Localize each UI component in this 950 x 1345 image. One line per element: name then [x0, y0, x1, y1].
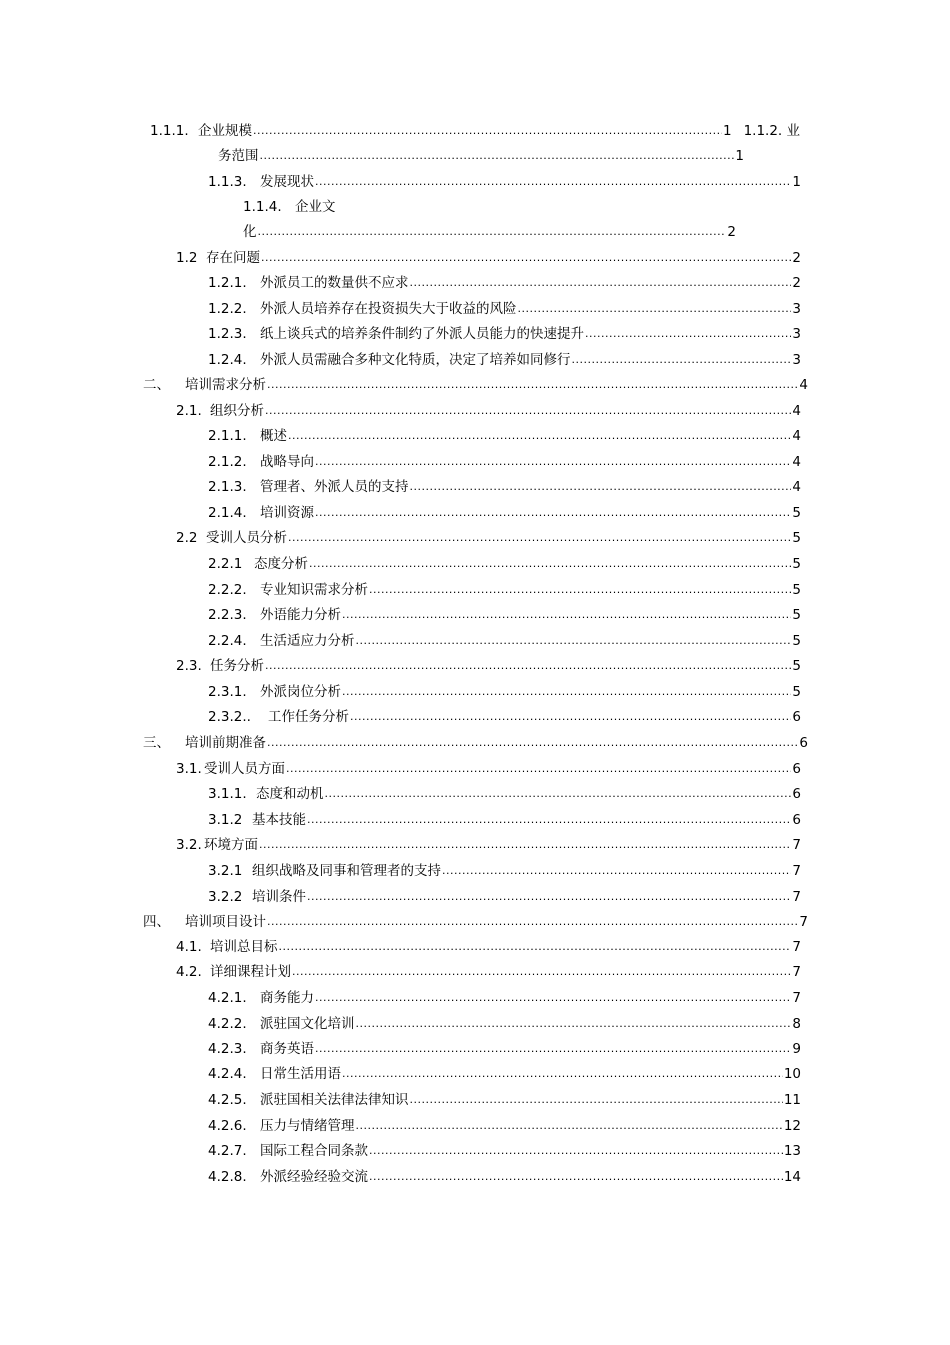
toc-entry[interactable] — [208, 631, 801, 651]
toc-entry-title: 纸上谈兵式的培养条件制约了外派人员能力的快速提升 — [260, 326, 584, 342]
toc-entry-title: 国际工程合同条款 — [260, 1143, 368, 1159]
toc-entry-number: 三、 — [143, 735, 170, 751]
toc-entry-page: 7 — [792, 889, 801, 905]
toc-entry-number: 4.2. — [176, 964, 202, 980]
toc-entry-title: 详细课程计划 — [210, 964, 291, 980]
toc-entry-page: 7 — [792, 964, 801, 980]
dot-leader — [315, 1039, 791, 1059]
toc-entry-number: 4.2.7. — [208, 1143, 247, 1159]
toc-entry-number: 2.2.3. — [208, 607, 247, 623]
toc-entry-page: 3 — [792, 352, 801, 368]
toc-entry-title: 培训资源 — [260, 505, 314, 521]
toc-entry[interactable] — [176, 248, 801, 268]
toc-entry-page: 4 — [799, 377, 808, 393]
dot-leader — [267, 375, 798, 395]
toc-entry-page: 2 — [727, 224, 736, 240]
toc-entry[interactable] — [208, 1116, 801, 1136]
toc-entry[interactable] — [143, 733, 808, 753]
toc-entry[interactable] — [208, 324, 801, 344]
dot-leader — [309, 554, 791, 574]
toc-entry-title: 压力与情绪管理 — [260, 1118, 355, 1134]
toc-entry[interactable] — [218, 146, 744, 166]
toc-entry[interactable] — [176, 759, 801, 779]
toc-entry-page: 6 — [792, 709, 801, 725]
toc-entry[interactable] — [208, 1090, 801, 1110]
toc-entry-page: 4 — [792, 479, 801, 495]
toc-entry-title: 培训项目设计 — [185, 914, 266, 930]
dot-leader — [350, 707, 791, 727]
toc-entry-title: 外派岗位分析 — [260, 684, 341, 700]
toc-entry-number: 4.2.3. — [208, 1041, 247, 1057]
dot-leader — [342, 605, 791, 625]
toc-entry[interactable] — [208, 1064, 801, 1084]
toc-entry[interactable] — [243, 222, 736, 242]
toc-entry[interactable] — [176, 401, 801, 421]
toc-entry-number: 1.1.3. — [208, 174, 247, 190]
toc-entry-title: 态度分析 — [254, 556, 308, 572]
toc-entry-page: 1 — [735, 148, 744, 164]
dot-leader — [279, 937, 792, 957]
toc-entry[interactable] — [143, 375, 808, 395]
toc-entry-number: 2.3.2.. — [208, 709, 251, 725]
toc-entry-number: 4.1. — [176, 939, 202, 955]
toc-entry-title: 培训前期准备 — [185, 735, 266, 751]
toc-entry-page: 5 — [792, 505, 801, 521]
toc-entry-title: 组织分析 — [210, 403, 264, 419]
toc-entry[interactable] — [208, 707, 801, 727]
toc-entry-title: 务范围 — [218, 148, 259, 164]
toc-entry[interactable] — [208, 784, 801, 804]
toc-entry-page: 8 — [792, 1016, 801, 1032]
toc-entry-title: 组织战略及同事和管理者的支持 — [252, 863, 441, 879]
toc-entry[interactable] — [208, 1167, 801, 1187]
toc-entry-number: 四、 — [143, 914, 170, 930]
toc-entry-number: 1.1.4. — [243, 199, 282, 215]
toc-entry-number: 1.1.1. — [150, 123, 189, 139]
toc-entry-title: 企业文 — [295, 199, 336, 215]
toc-entry-number: 3.2. — [176, 837, 202, 853]
dot-leader — [307, 887, 791, 907]
toc-entry-page: 2 — [792, 275, 801, 291]
toc-entry-page: 3 — [792, 301, 801, 317]
toc-entry-number: 2.1.2. — [208, 454, 247, 470]
dot-leader — [259, 835, 791, 855]
toc-entry-title: 外派经验经验交流 — [260, 1169, 368, 1185]
toc-entry-page: 9 — [792, 1041, 801, 1057]
toc-entry-number: 2.2.2. — [208, 582, 247, 598]
toc-entry-title: 发展现状 — [260, 174, 314, 190]
toc-entry-title: 专业知识需求分析 — [260, 582, 368, 598]
toc-entry-number: 1.2.4. — [208, 352, 247, 368]
toc-entry-page: 7 — [792, 990, 801, 1006]
toc-entry-title: 概述 — [260, 428, 287, 444]
toc-entry[interactable] — [208, 554, 801, 574]
toc-entry[interactable] — [208, 299, 801, 319]
toc-entry-title: 外派员工的数量供不应求 — [260, 275, 409, 291]
toc-entry[interactable] — [208, 503, 801, 523]
dot-leader — [410, 477, 792, 497]
dot-leader — [572, 350, 792, 370]
toc-entry-title: 态度和动机 — [256, 786, 324, 802]
dot-leader — [442, 861, 791, 881]
toc-entry-number: 4.2.1. — [208, 990, 247, 1006]
toc-entry[interactable] — [208, 682, 801, 702]
toc-entry-number: 2.2.1 — [208, 556, 243, 572]
dot-leader — [261, 248, 791, 268]
toc-entry-title: 派驻国文化培训 — [260, 1016, 355, 1032]
toc-entry-title: 任务分析 — [210, 658, 264, 674]
toc-entry[interactable] — [208, 426, 801, 446]
toc-entry-number: 2.3.1. — [208, 684, 247, 700]
toc-entry-page: 5 — [792, 658, 801, 674]
dot-leader — [369, 580, 791, 600]
toc-entry-number: 1.2.3. — [208, 326, 247, 342]
toc-entry-number: 2.1. — [176, 403, 202, 419]
toc-entry-page: 6 — [799, 735, 808, 751]
toc-entry-number: 3.1. — [176, 761, 202, 777]
toc-entry[interactable] — [176, 835, 801, 855]
toc-entry-title: 管理者、外派人员的支持 — [260, 479, 409, 495]
toc-entry[interactable] — [143, 912, 808, 932]
dot-leader — [356, 1014, 792, 1034]
dot-leader — [356, 1116, 783, 1136]
dot-leader — [265, 656, 791, 676]
toc-entry[interactable] — [208, 1141, 801, 1161]
toc-entry-number: 2.1.4. — [208, 505, 247, 521]
dot-leader — [369, 1141, 783, 1161]
dot-leader — [369, 1167, 783, 1187]
dot-leader — [410, 273, 792, 293]
toc-entry-title: 培训条件 — [252, 889, 306, 905]
dot-leader — [292, 962, 791, 982]
toc-entry-title: 基本技能 — [252, 812, 306, 828]
toc-entry[interactable] — [208, 887, 801, 907]
dot-leader — [260, 146, 735, 166]
toc-entry[interactable] — [176, 962, 801, 982]
toc-entry-title: 受训人员方面 — [204, 761, 285, 777]
toc-entry-number: 4.2.6. — [208, 1118, 247, 1134]
dot-leader — [315, 172, 791, 192]
toc-entry-page: 5 — [792, 633, 801, 649]
toc-entry-page: 1 — [792, 174, 801, 190]
toc-entry[interactable] — [208, 477, 801, 497]
dot-leader — [267, 733, 798, 753]
toc-entry-page: 5 — [792, 582, 801, 598]
toc-entry-number: 2.3. — [176, 658, 202, 674]
toc-entry-page: 7 — [799, 914, 808, 930]
toc-entry-number: 1.2 — [176, 250, 198, 266]
dot-leader — [315, 503, 791, 523]
toc-entry-page: 13 — [783, 1143, 801, 1159]
dot-leader — [315, 988, 791, 1008]
toc-entry[interactable] — [176, 528, 801, 548]
dot-leader — [267, 912, 798, 932]
dot-leader — [258, 222, 727, 242]
toc-entry-page: 7 — [792, 863, 801, 879]
toc-entry-title: 企业规模 — [198, 123, 252, 139]
toc-entry-number: 2.2 — [176, 530, 198, 546]
dot-leader — [518, 299, 792, 319]
toc-entry-number: 3.2.1 — [208, 863, 243, 879]
toc-entry-page: 11 — [783, 1092, 801, 1108]
dot-leader — [356, 631, 792, 651]
toc-entry-page: 4 — [792, 403, 801, 419]
toc-entry-title: 外派人员需融合多种文化特质，决定了培养如同修行 — [260, 352, 571, 368]
toc-entry-page: 3 — [792, 326, 801, 342]
toc-entry-number: 4.2.5. — [208, 1092, 247, 1108]
toc-entry[interactable] — [208, 1014, 801, 1034]
toc-entry-page: 1 — [722, 123, 732, 139]
toc-entry-title: 生活适应力分析 — [260, 633, 355, 649]
toc-entry-number: 2.1.3. — [208, 479, 247, 495]
toc-entry-page: 5 — [792, 556, 801, 572]
dot-leader — [288, 426, 791, 446]
toc-entry-page: 6 — [792, 812, 801, 828]
toc-entry-page: 7 — [792, 837, 801, 853]
dot-leader — [342, 1064, 783, 1084]
dot-leader — [585, 324, 791, 344]
toc-entry-title: 外派人员培养存在投资损失大于收益的风险 — [260, 301, 517, 317]
toc-entry[interactable] — [243, 197, 340, 217]
toc-entry-page: 5 — [792, 684, 801, 700]
toc-entry-page: 5 — [792, 607, 801, 623]
toc-entry-title: 存在问题 — [206, 250, 260, 266]
dot-leader — [265, 401, 791, 421]
toc-entry[interactable] — [208, 273, 801, 293]
toc-entry[interactable] — [208, 988, 801, 1008]
toc-entry-page: 2 — [792, 250, 801, 266]
dot-leader — [307, 810, 791, 830]
toc-entry[interactable] — [208, 350, 801, 370]
toc-entry-page: 4 — [792, 428, 801, 444]
toc-entry-number: 4.2.8. — [208, 1169, 247, 1185]
toc-entry-page: 6 — [792, 761, 801, 777]
toc-entry-page: 5 — [792, 530, 801, 546]
toc-entry-number: 1.2.2. — [208, 301, 247, 317]
dot-leader — [315, 452, 791, 472]
toc-entry-number: 3.1.1. — [208, 786, 247, 802]
dot-leader — [325, 784, 792, 804]
toc-entry-title: 派驻国相关法律法律知识 — [260, 1092, 409, 1108]
toc-entry[interactable] — [176, 656, 801, 676]
dot-leader — [342, 682, 791, 702]
toc-entry-page: 12 — [783, 1118, 801, 1134]
toc-entry-number: 二、 — [143, 377, 170, 393]
toc-entry-number: 4.2.4. — [208, 1066, 247, 1082]
toc-entry-number: 2.2.4. — [208, 633, 247, 649]
toc-entry-number: 3.1.2 — [208, 812, 243, 828]
toc-entry-title: 工作任务分析 — [268, 709, 349, 725]
toc-entry[interactable] — [208, 861, 801, 881]
toc-entry-title: 战略导向 — [260, 454, 314, 470]
toc-entry-title: 环境方面 — [204, 837, 258, 853]
toc-entry-title: 日常生活用语 — [260, 1066, 341, 1082]
dot-leader — [253, 121, 722, 141]
toc-entry[interactable] — [150, 121, 800, 141]
dot-leader — [288, 528, 791, 548]
toc-entry-title: 培训需求分析 — [185, 377, 266, 393]
toc-entry[interactable] — [208, 810, 801, 830]
dot-leader — [410, 1090, 783, 1110]
toc-entry-title: 培训总目标 — [210, 939, 278, 955]
toc-entry-number: 3.2.2 — [208, 889, 243, 905]
toc-entry-page: 10 — [783, 1066, 801, 1082]
toc-entry-title: 商务英语 — [260, 1041, 314, 1057]
toc-entry[interactable] — [208, 172, 801, 192]
toc-entry-page: 7 — [792, 939, 801, 955]
toc-entry-page: 4 — [792, 454, 801, 470]
toc-entry-page: 14 — [783, 1169, 801, 1185]
toc-entry-number: 1.2.1. — [208, 275, 247, 291]
toc-entry-page: 6 — [792, 786, 801, 802]
toc-entry-title: 受训人员分析 — [206, 530, 287, 546]
toc-entry-title: 化 — [243, 224, 257, 240]
toc-entry-title: 外语能力分析 — [260, 607, 341, 623]
dot-leader — [286, 759, 791, 779]
toc-entry-number: 2.1.1. — [208, 428, 247, 444]
toc-entry-title: 商务能力 — [260, 990, 314, 1006]
toc-entry[interactable] — [208, 580, 801, 600]
toc-entry-number: 4.2.2. — [208, 1016, 247, 1032]
toc-entry[interactable] — [208, 605, 801, 625]
toc-entry-continuation: 1.1.2. 业 — [743, 123, 800, 139]
toc-entry[interactable] — [208, 1039, 801, 1059]
toc-entry[interactable] — [176, 937, 801, 957]
toc-entry[interactable] — [208, 452, 801, 472]
